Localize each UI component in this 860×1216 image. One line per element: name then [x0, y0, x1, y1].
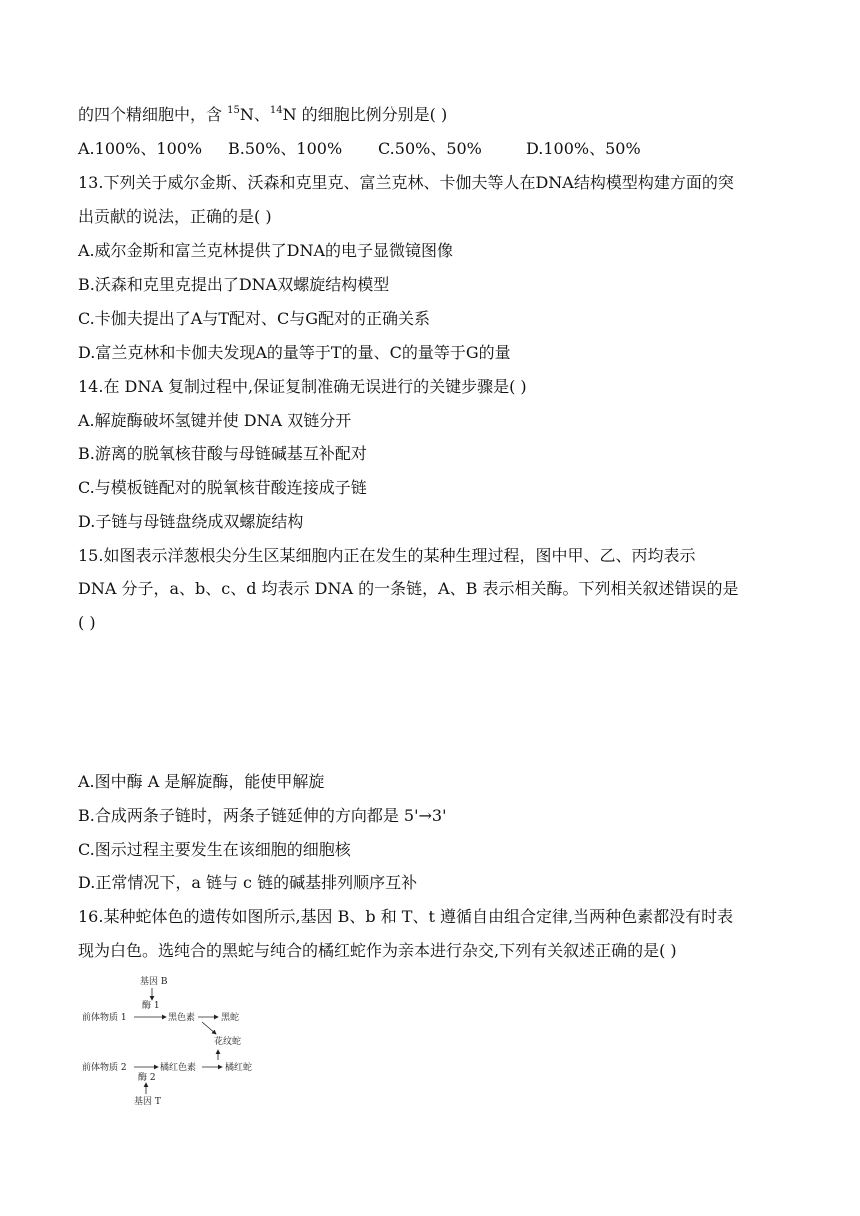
q14-option-d: D.子链与母链盘绕成双螺旋结构: [78, 512, 304, 531]
q15-stem-line3: ( ): [78, 613, 96, 632]
q15-stem-line2: DNA 分子，a、b、c、d 均表示 DNA 的一条链，A、B 表示相关酶。下列相关叙述错误的是: [78, 579, 739, 598]
q14-option-b: B.游离的脱氧核苷酸与母链碱基互补配对: [78, 444, 367, 463]
enzyme2-label: 酶 2: [138, 1073, 156, 1083]
q15-stem-line1: 15.如图表示洋葱根尖分生区某细胞内正在发生的某种生理过程，图中甲、乙、丙均表示: [78, 546, 696, 565]
q13-option-d: D.富兰克林和卡伽夫发现A的量等于T的量、C的量等于G的量: [78, 343, 511, 362]
gene-t-label: 基因 T: [134, 1097, 161, 1107]
snake-color-pathway-diagram: [78, 970, 278, 1110]
enzyme1-label: 酶 1: [142, 1001, 160, 1011]
gene-b-label: 基因 B: [140, 977, 168, 987]
black-pigment-label: 黑色素: [168, 1013, 196, 1023]
orange-pigment-label: 橘红色素: [160, 1063, 197, 1073]
q12-option-a: A.100%、100%: [78, 139, 203, 158]
q12-options: [78, 138, 641, 160]
orange-snake-label: 橘红蛇: [225, 1063, 253, 1073]
q12-option-d: D.100%、50%: [526, 139, 641, 158]
black-snake-label: 黑蛇: [221, 1013, 240, 1023]
q13-option-c: C.卡伽夫提出了A与T配对、C与G配对的正确关系: [78, 309, 431, 328]
precursor1-label: 前体物质 1: [82, 1013, 127, 1023]
q14-option-c: C.与模板链配对的脱氧核苷酸连接成子链: [78, 478, 367, 497]
black-to-patterned-arrow: [202, 1022, 216, 1034]
q14-stem: 14.在 DNA 复制过程中,保证复制准确无误进行的关键步骤是( ): [78, 377, 527, 396]
q13-option-b: B.沃森和克里克提出了DNA双螺旋结构模型: [78, 275, 390, 294]
q16-stem-line2: 现为白色。选纯合的黑蛇与纯合的橘红蛇作为亲本进行杂交,下列有关叙述正确的是( ): [78, 941, 677, 960]
q15-option-a: A.图中酶 A 是解旋酶，能使甲解旋: [78, 772, 325, 791]
q15-option-c: C.图示过程主要发生在该细胞的细胞核: [78, 840, 351, 859]
q14-option-a: A.解旋酶破坏氢键并使 DNA 双链分开: [78, 411, 352, 430]
q13-stem-line2: 出贡献的说法，正确的是( ): [78, 207, 272, 226]
q12-option-c: C.50%、50%: [378, 139, 482, 158]
q15-option-d: D.正常情况下，a 链与 c 链的碱基排列顺序互补: [78, 873, 418, 892]
q13-option-a: A.威尔金斯和富兰克林提供了DNA的电子显微镜图像: [78, 241, 454, 260]
q13-stem-line1: 13.下列关于威尔金斯、沃森和克里克、富兰克林、卡伽夫等人在DNA结构模型构建方面的突: [78, 173, 734, 192]
patterned-snake-label: 花纹蛇: [214, 1037, 242, 1047]
q16-stem-line1: 16.某种蛇体色的遗传如图所示,基因 B、b 和 T、t 遵循自由组合定律,当两种色素都没有时表: [78, 907, 734, 926]
q15-option-b: B.合成两条子链时，两条子链延伸的方向都是 5'→3': [78, 806, 447, 825]
q12-stem: 的四个精细胞中，含 $^{15}$N、$^{14}$N 的细胞比例分别是( ): [78, 104, 448, 124]
q12-option-b: B.50%、100%: [228, 139, 343, 158]
precursor2-label: 前体物质 2: [82, 1063, 127, 1073]
